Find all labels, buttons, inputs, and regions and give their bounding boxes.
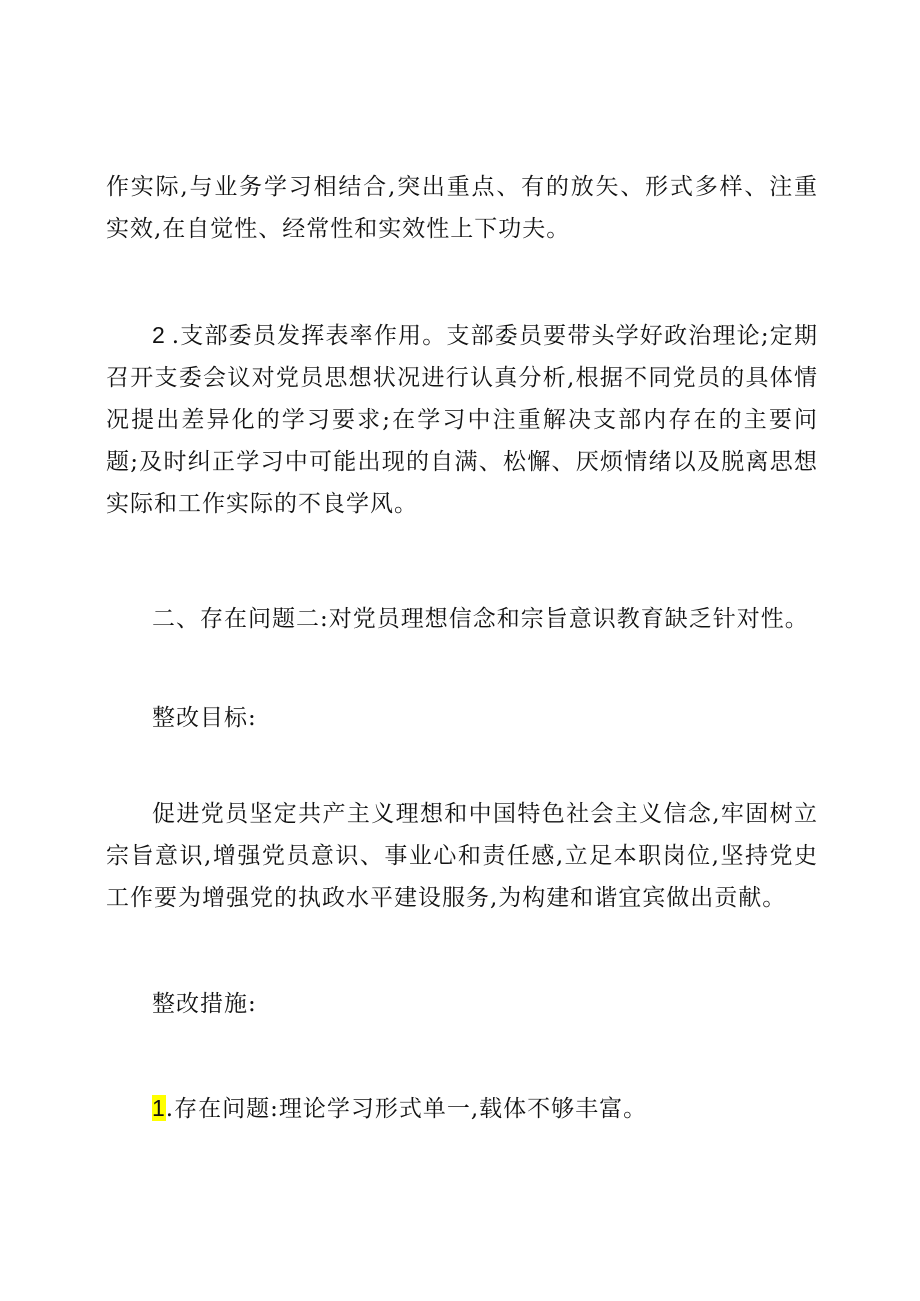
paragraph-study-practice: 作实际,与业务学习相结合,突出重点、有的放矢、形式多样、注重实效,在自觉性、经常性和实效性上下功夫。: [106, 174, 818, 242]
heading-problem-two: 二、存在问题二:对党员理想信念和宗旨意识教育缺乏针对性。: [152, 606, 809, 632]
highlighted-item-number: 1: [152, 1095, 166, 1121]
item-number-2: 2: [152, 322, 166, 348]
paragraph-committee-role-text: .支部委员发挥表率作用。支部委员要带头学好政治理论;定期召开支委会议对党员思想状况进行认真分析,根据不同党员的具体情况提出差异化的学习要求;在学习中注重解决支部内存在的主要问题;及时纠正学习中可能出现的自满、松懈、厌烦情绪以及脱离思想实际和工作实际的不良学风。: [106, 323, 818, 517]
paragraph-committee-role: [106, 314, 818, 525]
paragraph-goal: 促进党员坚定共产主义理想和中国特色社会主义信念,牢固树立宗旨意识,增强党员意识、事业心和责任感,立足本职岗位,坚持党史工作要为增强党的执政水平建设服务,为构建和谐宜宾做出贡献。: [106, 801, 818, 911]
item-problem-one: [152, 1087, 647, 1130]
label-rectification-measures: 整改措施:: [152, 991, 257, 1017]
item-problem-one-text: .存在问题:理论学习形式单一,载体不够丰富。: [165, 1096, 648, 1122]
label-rectification-goal: 整改目标:: [152, 705, 257, 731]
